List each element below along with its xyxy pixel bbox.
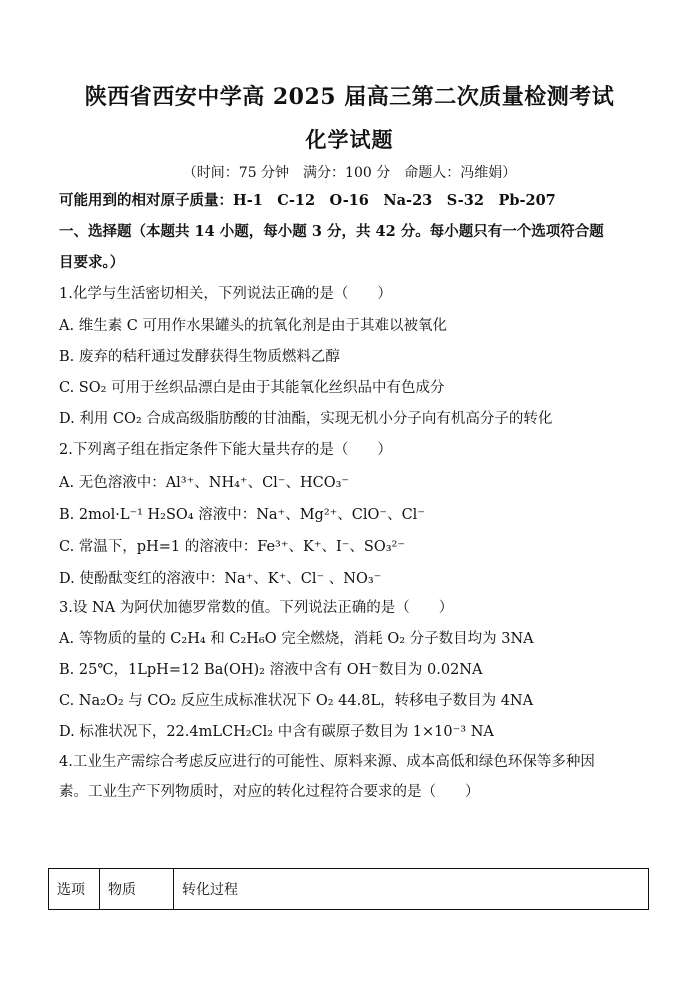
table-header-option: 选项 (49, 869, 100, 909)
question-4-stem-line2: 素。工业生产下列物质时，对应的转化过程符合要求的是（ ） (59, 784, 480, 800)
section-heading-line1: 一、选择题（本题共 14 小题，每小题 3 分，共 42 分。每小题只有一个选项符合题 (59, 223, 604, 240)
section-heading-line2: 目要求。） (59, 254, 125, 271)
table-header-process: 转化过程 (182, 882, 238, 898)
question-3-stem: 3.设 NA 为阿伏加德罗常数的值。下列说法正确的是（ ） (59, 600, 454, 616)
options-table (48, 868, 649, 910)
atomic-masses: 可能用到的相对原子质量：H-1 C-12 O-16 Na-23 S-32 Pb-207 (59, 192, 556, 209)
question-1-option-a: A. 维生素 C 可用作水果罐头的抗氧化剂是由于其难以被氧化 (59, 318, 448, 334)
question-3-option-c: C. Na₂O₂ 与 CO₂ 反应生成标准状况下 O₂ 44.8L，转移电子数目为 4NA (59, 693, 534, 709)
question-2-option-b: B. 2mol·L⁻¹ H₂SO₄ 溶液中：Na⁺、Mg²⁺、ClO⁻、Cl⁻ (59, 507, 425, 523)
question-2-stem: 2.下列离子组在指定条件下能大量共存的是（ ） (59, 442, 392, 458)
question-3-option-a: A. 等物质的量的 C₂H₄ 和 C₂H₆O 完全燃烧，消耗 O₂ 分子数目均为 3NA (59, 631, 534, 647)
question-4-stem-line1: 4.工业生产需综合考虑反应进行的可能性、原料来源、成本高低和绿色环保等多种因 (59, 754, 595, 770)
question-2-option-d: D. 使酚酞变红的溶液中：Na⁺、K⁺、Cl⁻ 、NO₃⁻ (59, 571, 382, 587)
question-3-option-d: D. 标准状况下，22.4mLCH₂Cl₂ 中含有碳原子数目为 1×10⁻³ NA (59, 724, 494, 740)
question-2-option-a: A. 无色溶液中：Al³⁺、NH₄⁺、Cl⁻、HCO₃⁻ (59, 475, 350, 491)
question-3-option-b: B. 25℃，1LpH=12 Ba(OH)₂ 溶液中含有 OH⁻数目为 0.02NA (59, 662, 483, 678)
question-1-stem: 1.化学与生活密切相关，下列说法正确的是（ ） (59, 286, 392, 302)
question-1-option-d: D. 利用 CO₂ 合成高级脂肪酸的甘油酯，实现无机小分子向有机高分子的转化 (59, 411, 553, 427)
subject-title: 化学试题 (305, 127, 394, 152)
exam-title: 陕西省西安中学高 2025 届高三第二次质量检测考试 (84, 84, 615, 110)
question-2-option-c: C. 常温下，pH=1 的溶液中：Fe³⁺、K⁺、I⁻、SO₃²⁻ (59, 539, 405, 555)
question-1-option-b: B. 废弃的秸秆通过发酵获得生物质燃料乙醇 (59, 349, 340, 365)
exam-meta: （时间：75 分钟 满分：100 分 命题人：冯维娟） (182, 165, 517, 181)
table-header-substance: 物质 (100, 869, 174, 909)
question-1-option-c: C. SO₂ 可用于丝织品漂白是由于其能氧化丝织品中有色成分 (59, 380, 445, 396)
